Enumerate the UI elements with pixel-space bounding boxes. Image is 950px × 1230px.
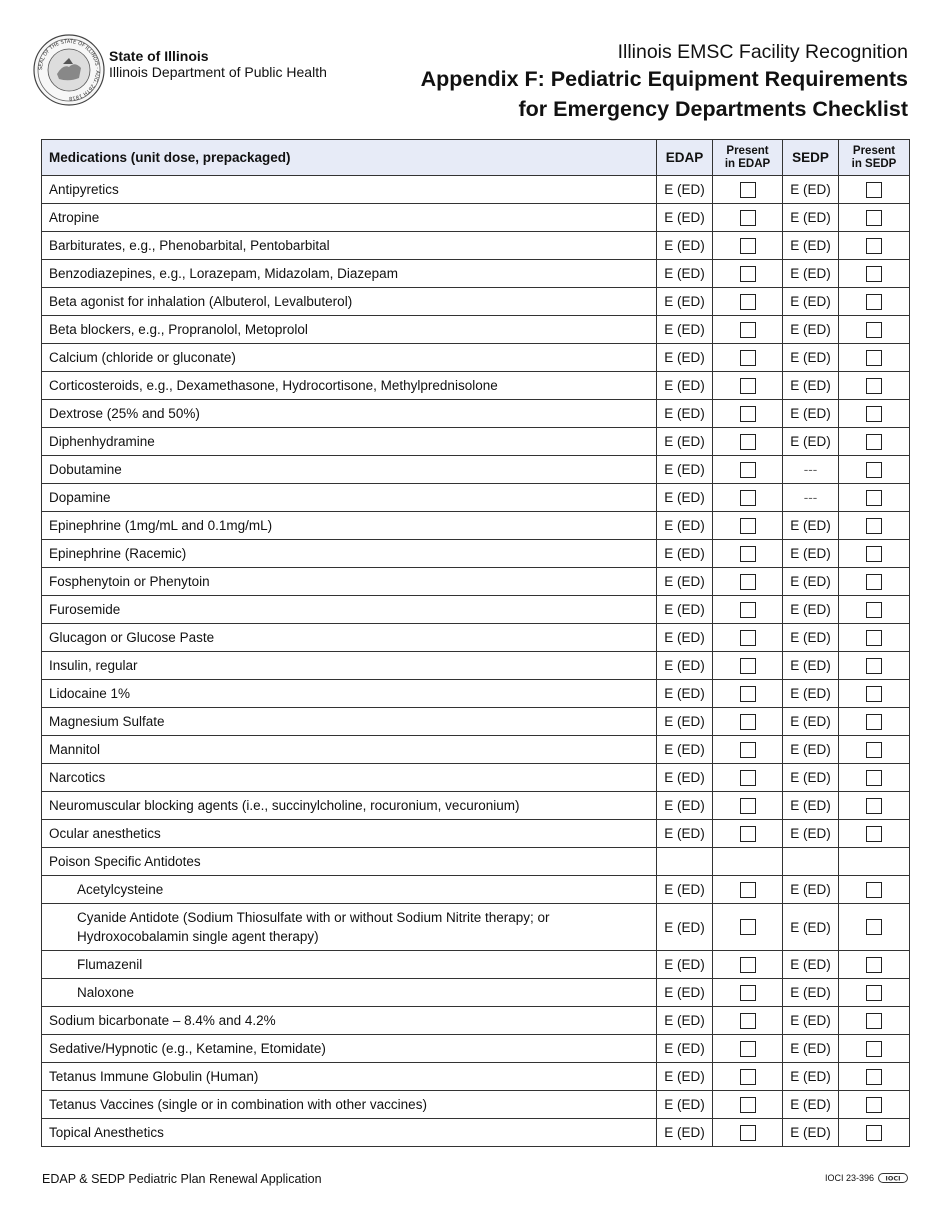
present-in-edap-checkbox[interactable] (740, 1097, 756, 1113)
present-in-sedp-checkbox[interactable] (866, 1097, 882, 1113)
sedp-requirement: E (ED) (783, 680, 839, 708)
table-row (42, 708, 910, 736)
present-in-edap-cell (713, 288, 783, 316)
medication-name: Beta blockers, e.g., Propranolol, Metoprolol (42, 316, 657, 344)
present-in-sedp-checkbox[interactable] (866, 518, 882, 534)
present-in-edap-cell (713, 1035, 783, 1063)
present-in-sedp-cell (839, 736, 910, 764)
present-in-sedp-checkbox[interactable] (866, 1013, 882, 1029)
table-row (42, 260, 910, 288)
medication-name: Benzodiazepines, e.g., Lorazepam, Midazolam, Diazepam (42, 260, 657, 288)
medications-checklist-table (41, 139, 910, 1147)
medication-name: Sedative/Hypnotic (e.g., Ketamine, Etomidate) (42, 1035, 657, 1063)
present-in-sedp-cell (839, 792, 910, 820)
medication-name: Glucagon or Glucose Paste (42, 624, 657, 652)
edap-requirement: E (ED) (657, 820, 713, 848)
present-in-sedp-cell (839, 904, 910, 951)
present-in-edap-checkbox[interactable] (740, 798, 756, 814)
present-in-sedp-checkbox[interactable] (866, 574, 882, 590)
edap-requirement: E (ED) (657, 904, 713, 951)
table-row (42, 568, 910, 596)
state-seal-logo (33, 34, 105, 106)
medication-name: Beta agonist for inhalation (Albuterol, Levalbuterol) (42, 288, 657, 316)
table-row (42, 1063, 910, 1091)
medication-name: Insulin, regular (42, 652, 657, 680)
medications-column-header: Medications (unit dose, prepackaged) (42, 140, 657, 176)
edap-requirement: E (ED) (657, 876, 713, 904)
table-row (42, 1007, 910, 1035)
present-in-edap-cell (713, 736, 783, 764)
edap-requirement: E (ED) (657, 568, 713, 596)
edap-requirement: E (ED) (657, 1063, 713, 1091)
edap-requirement: E (ED) (657, 979, 713, 1007)
present-in-sedp-cell (839, 680, 910, 708)
footer-form-id (825, 1173, 908, 1183)
present-in-sedp-cell (839, 596, 910, 624)
table-row (42, 792, 910, 820)
edap-requirement: E (ED) (657, 792, 713, 820)
medication-name: Sodium bicarbonate – 8.4% and 4.2% (42, 1007, 657, 1035)
present-in-edap-column-header (713, 140, 783, 176)
present-in-edap-checkbox[interactable] (740, 294, 756, 310)
edap-requirement: E (ED) (657, 1119, 713, 1147)
present-in-edap-cell (713, 820, 783, 848)
sedp-requirement: E (ED) (783, 979, 839, 1007)
present-in-sedp-cell (839, 1035, 910, 1063)
table-row (42, 316, 910, 344)
present-in-edap-checkbox[interactable] (740, 462, 756, 478)
present-in-sedp-checkbox[interactable] (866, 434, 882, 450)
present-in-edap-checkbox[interactable] (740, 518, 756, 534)
edap-requirement: E (ED) (657, 204, 713, 232)
present-in-sedp-cell (839, 344, 910, 372)
present-in-sedp-checkbox[interactable] (866, 658, 882, 674)
present-in-sedp-checkbox[interactable] (866, 919, 882, 935)
present-in-edap-cell (713, 1007, 783, 1035)
table-row (42, 1091, 910, 1119)
present-in-edap-cell (713, 596, 783, 624)
present-in-sedp-line1: Present (852, 144, 896, 157)
present-in-edap-cell (713, 1119, 783, 1147)
sedp-requirement: E (ED) (783, 400, 839, 428)
edap-requirement: E (ED) (657, 736, 713, 764)
present-in-edap-cell (713, 400, 783, 428)
present-in-sedp-cell (839, 484, 910, 512)
edap-requirement: E (ED) (657, 176, 713, 204)
sedp-requirement: --- (783, 484, 839, 512)
sedp-requirement: E (ED) (783, 708, 839, 736)
present-in-edap-cell (713, 979, 783, 1007)
present-in-edap-cell (713, 540, 783, 568)
sedp-requirement: E (ED) (783, 624, 839, 652)
present-in-sedp-checkbox[interactable] (866, 714, 882, 730)
ioci-logo (878, 1173, 908, 1183)
present-in-sedp-cell (839, 820, 910, 848)
present-in-sedp-cell (839, 764, 910, 792)
medication-name: Cyanide Antidote (Sodium Thiosulfate with or without Sodium Nitrite therapy; or Hydroxocobalamin single agent therapy) (42, 904, 657, 951)
present-in-edap-checkbox[interactable] (740, 238, 756, 254)
present-in-edap-cell (713, 792, 783, 820)
table-row (42, 344, 910, 372)
edap-requirement: E (ED) (657, 764, 713, 792)
present-in-sedp-checkbox[interactable] (866, 378, 882, 394)
sedp-requirement: E (ED) (783, 876, 839, 904)
present-in-sedp-cell (839, 1119, 910, 1147)
present-in-edap-cell (713, 428, 783, 456)
present-in-edap-cell (713, 204, 783, 232)
edap-requirement: E (ED) (657, 316, 713, 344)
present-in-edap-cell (713, 372, 783, 400)
present-in-edap-checkbox[interactable] (740, 1041, 756, 1057)
present-in-sedp-cell (839, 1091, 910, 1119)
present-in-sedp-cell (839, 652, 910, 680)
present-in-sedp-checkbox[interactable] (866, 826, 882, 842)
sedp-requirement: E (ED) (783, 428, 839, 456)
table-row (42, 204, 910, 232)
sedp-requirement: E (ED) (783, 512, 839, 540)
sedp-requirement: E (ED) (783, 904, 839, 951)
present-in-sedp-checkbox[interactable] (866, 957, 882, 973)
sedp-requirement: E (ED) (783, 1035, 839, 1063)
table-row (42, 876, 910, 904)
present-in-edap-cell (713, 568, 783, 596)
medication-name: Ocular anesthetics (42, 820, 657, 848)
agency-state: State of Illinois (109, 48, 209, 64)
table-row (42, 288, 910, 316)
present-in-sedp-cell (839, 876, 910, 904)
present-in-edap-cell (713, 1063, 783, 1091)
present-in-sedp-cell (839, 848, 910, 876)
sedp-requirement: E (ED) (783, 951, 839, 979)
medication-name: Acetylcysteine (42, 876, 657, 904)
document-title-block (421, 40, 908, 124)
present-in-sedp-checkbox[interactable] (866, 182, 882, 198)
medication-name: Atropine (42, 204, 657, 232)
sedp-requirement: E (ED) (783, 232, 839, 260)
present-in-edap-checkbox[interactable] (740, 1069, 756, 1085)
present-in-sedp-checkbox[interactable] (866, 210, 882, 226)
medication-name: Topical Anesthetics (42, 1119, 657, 1147)
present-in-sedp-cell (839, 232, 910, 260)
sedp-requirement: E (ED) (783, 736, 839, 764)
present-in-sedp-checkbox[interactable] (866, 742, 882, 758)
medication-name: Calcium (chloride or gluconate) (42, 344, 657, 372)
table-row (42, 1035, 910, 1063)
sedp-requirement: E (ED) (783, 288, 839, 316)
sedp-requirement: E (ED) (783, 260, 839, 288)
footer-application-name: EDAP & SEDP Pediatric Plan Renewal Application (42, 1172, 322, 1186)
present-in-edap-cell (713, 764, 783, 792)
present-in-sedp-checkbox[interactable] (866, 686, 882, 702)
present-in-sedp-cell (839, 316, 910, 344)
edap-requirement (657, 848, 713, 876)
medication-name: Poison Specific Antidotes (42, 848, 657, 876)
table-row (42, 848, 910, 876)
present-in-sedp-cell (839, 951, 910, 979)
present-in-sedp-cell (839, 624, 910, 652)
program-title: Illinois EMSC Facility Recognition (617, 41, 908, 63)
edap-requirement: E (ED) (657, 624, 713, 652)
medication-name: Tetanus Vaccines (single or in combination with other vaccines) (42, 1091, 657, 1119)
present-in-sedp-cell (839, 428, 910, 456)
present-in-edap-cell (713, 344, 783, 372)
present-in-sedp-line2: in SEDP (851, 157, 897, 170)
present-in-edap-cell (713, 260, 783, 288)
present-in-sedp-cell (839, 979, 910, 1007)
present-in-sedp-checkbox[interactable] (866, 1069, 882, 1085)
present-in-edap-cell (713, 176, 783, 204)
table-row (42, 400, 910, 428)
present-in-edap-checkbox[interactable] (740, 1013, 756, 1029)
sedp-requirement: E (ED) (783, 540, 839, 568)
medication-name: Dobutamine (42, 456, 657, 484)
sedp-requirement: E (ED) (783, 204, 839, 232)
table-row (42, 764, 910, 792)
present-in-sedp-cell (839, 260, 910, 288)
present-in-edap-checkbox[interactable] (740, 742, 756, 758)
table-row (42, 680, 910, 708)
present-in-edap-cell (713, 316, 783, 344)
present-in-edap-checkbox[interactable] (740, 770, 756, 786)
present-in-sedp-cell (839, 288, 910, 316)
present-in-edap-checkbox[interactable] (740, 406, 756, 422)
medication-name: Flumazenil (42, 951, 657, 979)
seal-text: SEAL OF THE STATE OF ILLINOIS · AUG. 26TH 1818 (37, 38, 101, 102)
edap-requirement: E (ED) (657, 540, 713, 568)
present-in-edap-checkbox[interactable] (740, 210, 756, 226)
present-in-sedp-checkbox[interactable] (866, 266, 882, 282)
medication-name: Narcotics (42, 764, 657, 792)
table-row (42, 428, 910, 456)
present-in-sedp-checkbox[interactable] (866, 546, 882, 562)
present-in-edap-cell (713, 876, 783, 904)
present-in-sedp-checkbox[interactable] (866, 294, 882, 310)
sedp-requirement: E (ED) (783, 596, 839, 624)
medication-name: Magnesium Sulfate (42, 708, 657, 736)
edap-requirement: E (ED) (657, 1007, 713, 1035)
medication-name: Neuromuscular blocking agents (i.e., succinylcholine, rocuronium, vecuronium) (42, 792, 657, 820)
present-in-sedp-checkbox[interactable] (866, 985, 882, 1001)
present-in-edap-checkbox[interactable] (740, 957, 756, 973)
present-in-sedp-checkbox[interactable] (866, 1041, 882, 1057)
table-header-row (42, 140, 910, 176)
medication-name: Dextrose (25% and 50%) (42, 400, 657, 428)
present-in-edap-checkbox[interactable] (740, 574, 756, 590)
medication-name: Tetanus Immune Globulin (Human) (42, 1063, 657, 1091)
document-title-line1: Appendix F: Pediatric Equipment Requirements (420, 67, 908, 91)
form-number: IOCI 23-396 (824, 1173, 874, 1183)
sedp-requirement: E (ED) (783, 1007, 839, 1035)
present-in-edap-checkbox[interactable] (740, 714, 756, 730)
edap-requirement: E (ED) (657, 428, 713, 456)
present-in-edap-checkbox[interactable] (740, 350, 756, 366)
present-in-edap-checkbox[interactable] (740, 490, 756, 506)
present-in-edap-checkbox[interactable] (740, 434, 756, 450)
medication-name: Barbiturates, e.g., Phenobarbital, Pentobarbital (42, 232, 657, 260)
table-row (42, 456, 910, 484)
present-in-sedp-checkbox[interactable] (866, 238, 882, 254)
present-in-edap-line2: in EDAP (724, 157, 771, 170)
present-in-sedp-cell (839, 1007, 910, 1035)
present-in-sedp-checkbox[interactable] (866, 350, 882, 366)
present-in-sedp-cell (839, 1063, 910, 1091)
table-row (42, 652, 910, 680)
present-in-edap-checkbox[interactable] (740, 602, 756, 618)
present-in-edap-checkbox[interactable] (740, 882, 756, 898)
present-in-edap-checkbox[interactable] (740, 686, 756, 702)
present-in-sedp-cell (839, 568, 910, 596)
medication-name: Corticosteroids, e.g., Dexamethasone, Hydrocortisone, Methylprednisolone (42, 372, 657, 400)
edap-column-header: EDAP (657, 140, 713, 176)
present-in-edap-checkbox[interactable] (740, 378, 756, 394)
edap-requirement: E (ED) (657, 680, 713, 708)
present-in-sedp-checkbox[interactable] (866, 630, 882, 646)
present-in-sedp-checkbox[interactable] (866, 406, 882, 422)
edap-requirement: E (ED) (657, 951, 713, 979)
sedp-requirement: --- (783, 456, 839, 484)
sedp-requirement: E (ED) (783, 372, 839, 400)
sedp-requirement: E (ED) (783, 652, 839, 680)
medication-name: Lidocaine 1% (42, 680, 657, 708)
medication-name: Antipyretics (42, 176, 657, 204)
present-in-edap-cell (713, 708, 783, 736)
table-row (42, 596, 910, 624)
edap-requirement: E (ED) (657, 288, 713, 316)
present-in-edap-cell (713, 951, 783, 979)
table-row (42, 540, 910, 568)
present-in-edap-line1: Present (726, 144, 769, 157)
edap-requirement: E (ED) (657, 484, 713, 512)
table-row (42, 232, 910, 260)
sedp-requirement: E (ED) (783, 1119, 839, 1147)
table-row (42, 372, 910, 400)
present-in-sedp-checkbox[interactable] (866, 602, 882, 618)
medication-name: Diphenhydramine (42, 428, 657, 456)
table-row (42, 979, 910, 1007)
present-in-sedp-column-header (839, 140, 910, 176)
ioci-logo-text: IOCI (885, 1174, 901, 1183)
sedp-requirement: E (ED) (783, 316, 839, 344)
present-in-sedp-cell (839, 512, 910, 540)
present-in-edap-checkbox[interactable] (740, 919, 756, 935)
present-in-edap-checkbox[interactable] (740, 322, 756, 338)
sedp-requirement: E (ED) (783, 344, 839, 372)
present-in-edap-cell (713, 512, 783, 540)
present-in-sedp-cell (839, 176, 910, 204)
table-row (42, 176, 910, 204)
present-in-edap-checkbox[interactable] (740, 985, 756, 1001)
present-in-edap-checkbox[interactable] (740, 658, 756, 674)
table-row (42, 1119, 910, 1147)
present-in-edap-checkbox[interactable] (740, 826, 756, 842)
medication-name: Epinephrine (Racemic) (42, 540, 657, 568)
present-in-edap-cell (713, 232, 783, 260)
present-in-sedp-checkbox[interactable] (866, 770, 882, 786)
edap-requirement: E (ED) (657, 400, 713, 428)
present-in-sedp-cell (839, 456, 910, 484)
present-in-sedp-cell (839, 400, 910, 428)
edap-requirement: E (ED) (657, 708, 713, 736)
sedp-requirement: E (ED) (783, 820, 839, 848)
edap-requirement: E (ED) (657, 652, 713, 680)
edap-requirement: E (ED) (657, 1035, 713, 1063)
table-row (42, 484, 910, 512)
edap-requirement: E (ED) (657, 596, 713, 624)
present-in-sedp-checkbox[interactable] (866, 322, 882, 338)
table-row (42, 512, 910, 540)
present-in-edap-checkbox[interactable] (740, 1125, 756, 1141)
edap-requirement: E (ED) (657, 260, 713, 288)
sedp-requirement: E (ED) (783, 568, 839, 596)
edap-requirement: E (ED) (657, 344, 713, 372)
present-in-edap-cell (713, 1091, 783, 1119)
present-in-edap-cell (713, 904, 783, 951)
medication-name: Naloxone (42, 979, 657, 1007)
agency-department: Illinois Department of Public Health (109, 64, 327, 80)
present-in-sedp-cell (839, 204, 910, 232)
sedp-requirement: E (ED) (783, 176, 839, 204)
sedp-requirement: E (ED) (783, 764, 839, 792)
sedp-column-header: SEDP (783, 140, 839, 176)
table-row (42, 736, 910, 764)
table-row (42, 951, 910, 979)
present-in-edap-checkbox[interactable] (740, 546, 756, 562)
document-title-line2: for Emergency Departments Checklist (518, 97, 908, 121)
edap-requirement: E (ED) (657, 512, 713, 540)
present-in-sedp-cell (839, 708, 910, 736)
medication-name: Mannitol (42, 736, 657, 764)
edap-requirement: E (ED) (657, 1091, 713, 1119)
present-in-edap-checkbox[interactable] (740, 182, 756, 198)
sedp-requirement: E (ED) (783, 792, 839, 820)
present-in-sedp-checkbox[interactable] (866, 882, 882, 898)
medication-name: Epinephrine (1mg/mL and 0.1mg/mL) (42, 512, 657, 540)
sedp-requirement: E (ED) (783, 1063, 839, 1091)
medication-name: Fosphenytoin or Phenytoin (42, 568, 657, 596)
present-in-sedp-checkbox[interactable] (866, 798, 882, 814)
edap-requirement: E (ED) (657, 232, 713, 260)
sedp-requirement (783, 848, 839, 876)
sedp-requirement: E (ED) (783, 1091, 839, 1119)
medication-name: Dopamine (42, 484, 657, 512)
present-in-edap-cell (713, 484, 783, 512)
present-in-edap-cell (713, 652, 783, 680)
present-in-edap-checkbox[interactable] (740, 630, 756, 646)
edap-requirement: E (ED) (657, 456, 713, 484)
present-in-sedp-cell (839, 540, 910, 568)
present-in-edap-cell (713, 624, 783, 652)
present-in-sedp-checkbox[interactable] (866, 490, 882, 506)
present-in-sedp-checkbox[interactable] (866, 462, 882, 478)
present-in-sedp-cell (839, 372, 910, 400)
agency-block (109, 48, 327, 80)
medication-name: Furosemide (42, 596, 657, 624)
present-in-sedp-checkbox[interactable] (866, 1125, 882, 1141)
table-row (42, 904, 910, 951)
present-in-edap-checkbox[interactable] (740, 266, 756, 282)
table-row (42, 820, 910, 848)
table-row (42, 624, 910, 652)
present-in-edap-cell (713, 848, 783, 876)
edap-requirement: E (ED) (657, 372, 713, 400)
present-in-edap-cell (713, 456, 783, 484)
present-in-edap-cell (713, 680, 783, 708)
